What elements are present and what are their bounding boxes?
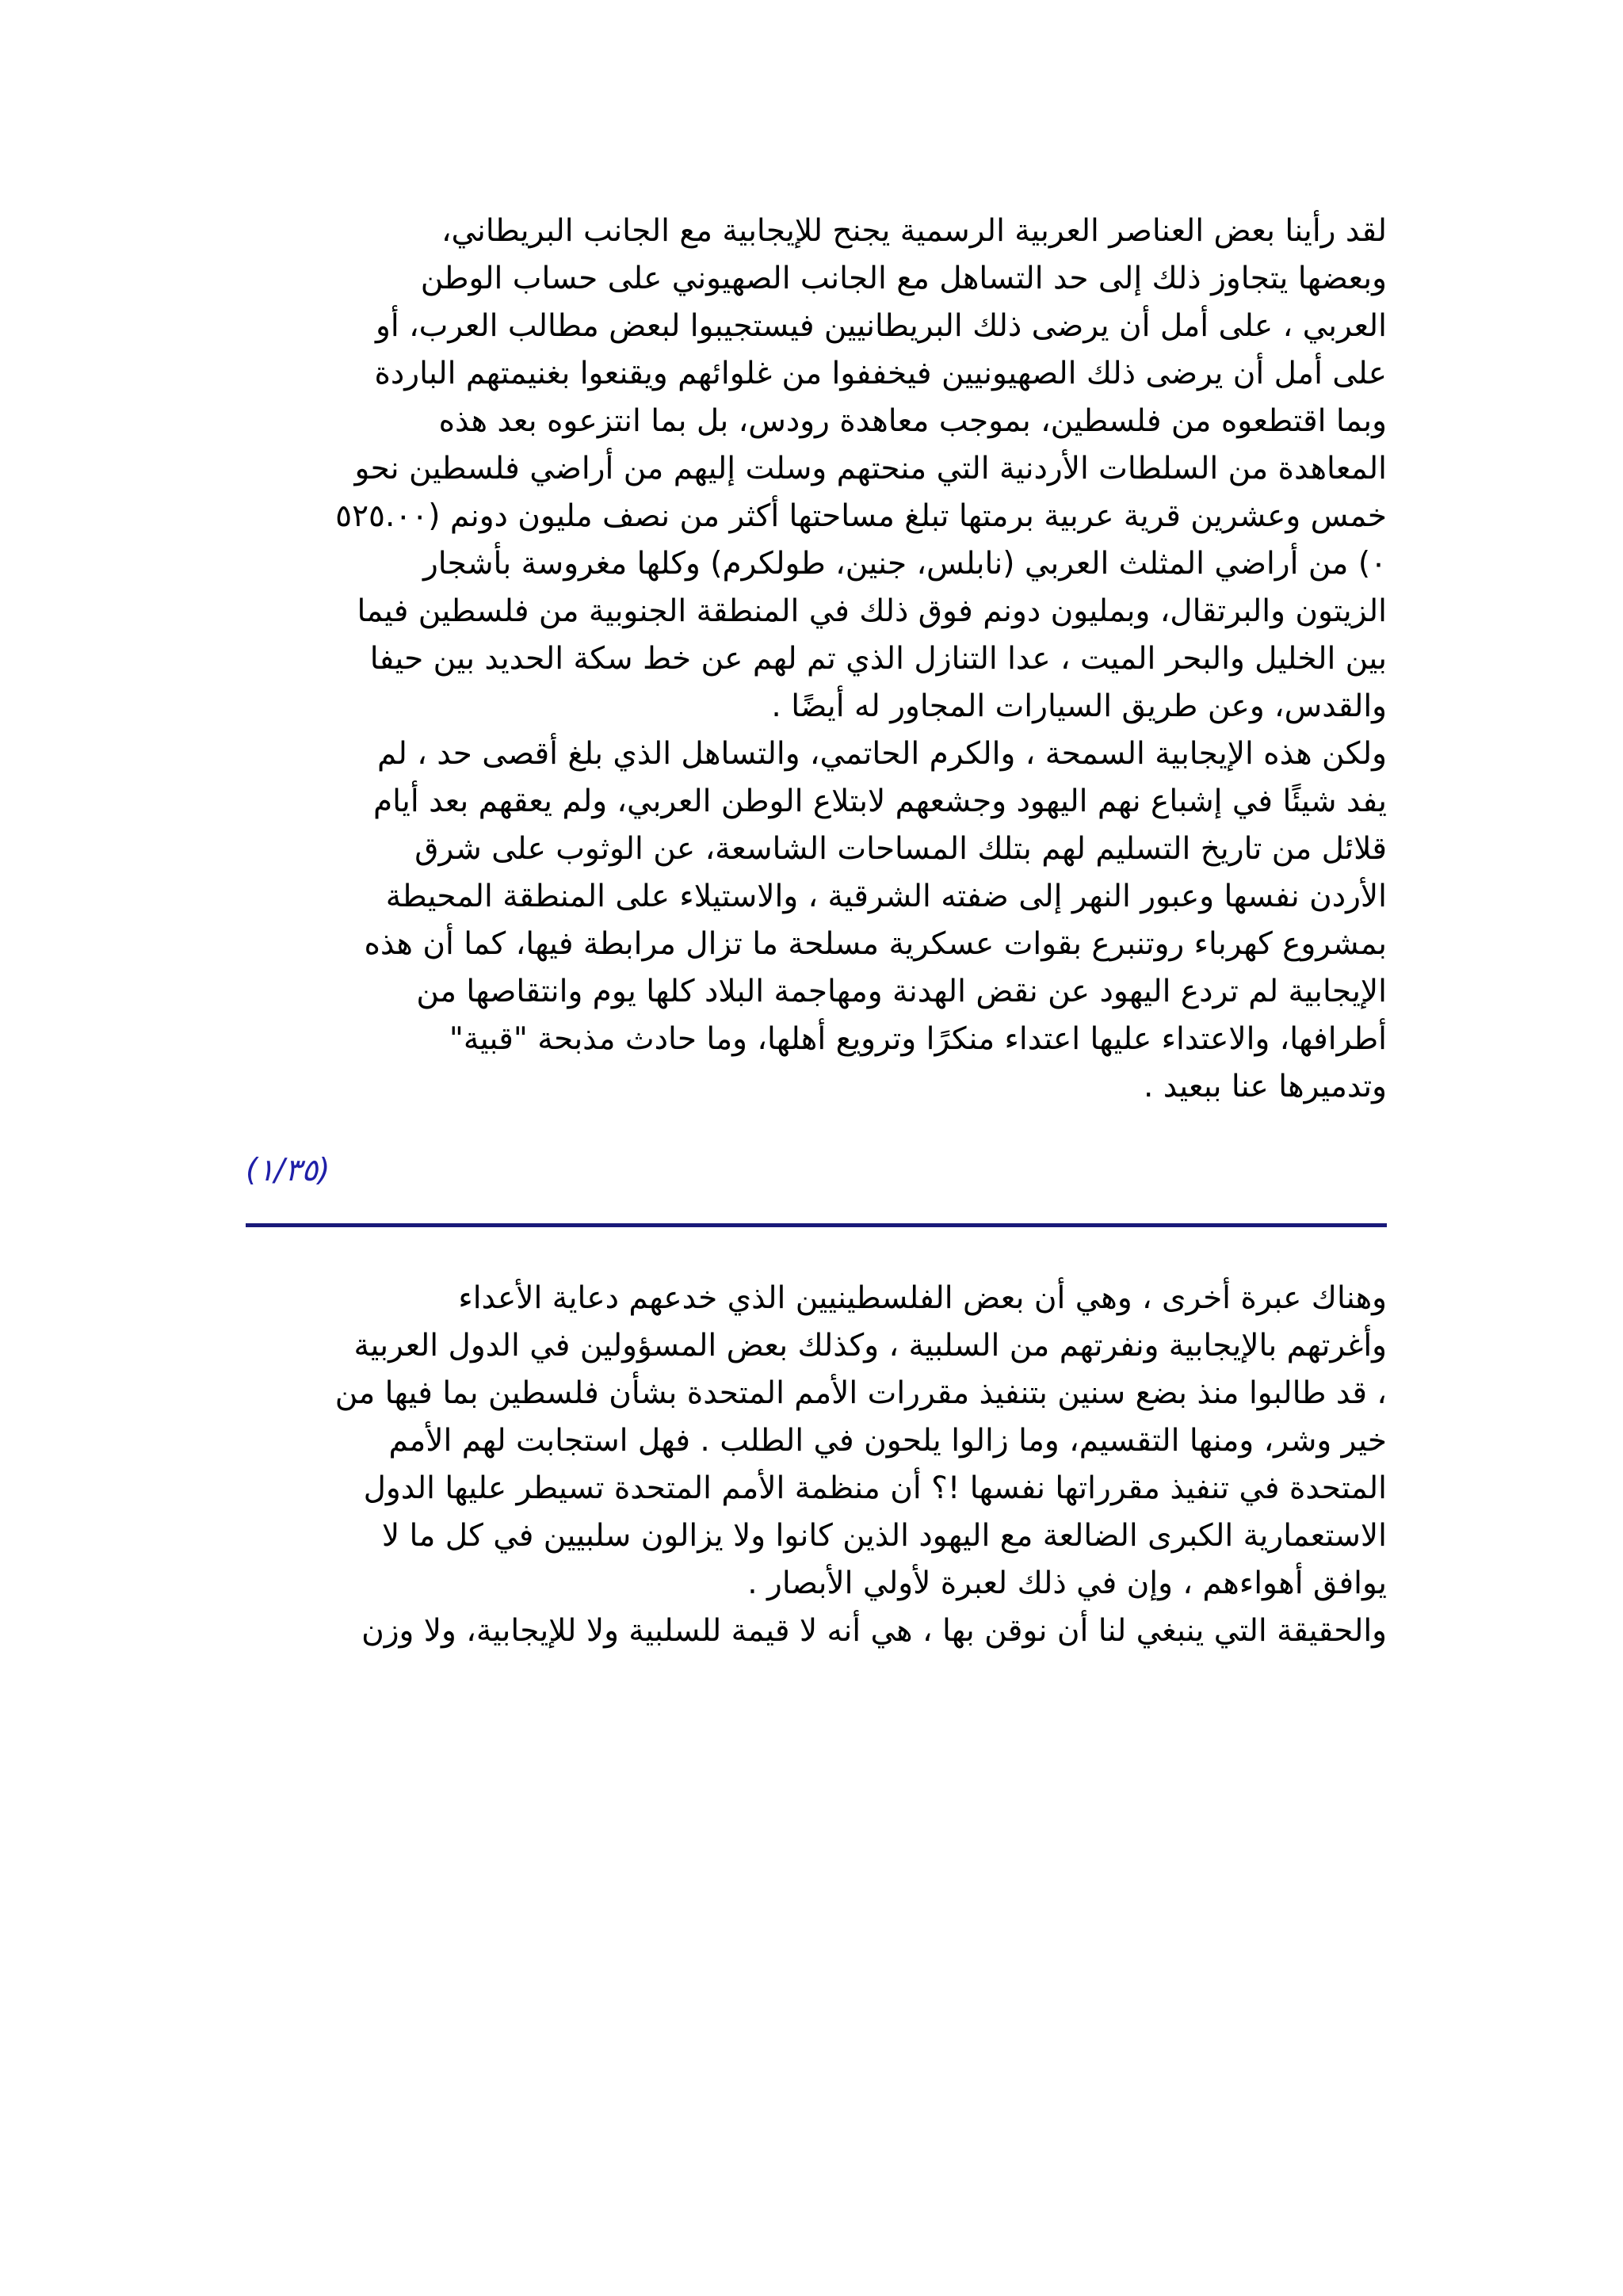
text-line: المتحدة في تنفيذ مقرراتها نفسها !؟ أن منظمة الأمم المتحدة تسيطر عليها الدول	[363, 1470, 1387, 1506]
text-line: ولكن هذه الإيجابية السمحة ، والكرم الحاتمي، والتساهل الذي بلغ أقصى حد ، لم	[377, 736, 1387, 772]
section-top	[246, 208, 1387, 1111]
text-line: وهناك عبرة أخرى ، وهي أن بعض الفلسطينيين الذي خدعهم دعاية الأعداء	[458, 1280, 1387, 1316]
text-line: يفد شيئًا في إشباع نهم اليهود وجشعهم لابتلاع الوطن العربي، ولم يعقهم بعد أيام	[372, 784, 1387, 819]
text-line: لقد رأينا بعض العناصر العربية الرسمية يجنح للإيجابية مع الجانب البريطاني،	[441, 213, 1387, 249]
text-line: أطرافها، والاعتداء عليها اعتداء منكرًا وترويع أهلها، وما حادث مذبحة "قبية"	[449, 1021, 1387, 1057]
section-bottom	[246, 1275, 1387, 1655]
text-line: والقدس، وعن طريق السيارات المجاور له أيضًا .	[771, 688, 1387, 724]
paragraph-2	[246, 730, 1387, 1111]
text-line: وتدميرها عنا ببعيد .	[1144, 1069, 1387, 1104]
text-line: وبعضها يتجاوز ذلك إلى حد التساهل مع الجانب الصهيوني على حساب الوطن	[420, 261, 1387, 296]
text-line: والحقيقة التي ينبغي لنا أن نوقن بها ، هي أنه لا قيمة للسلبية ولا للإيجابية، ولا وزن	[361, 1613, 1387, 1649]
paragraph-1	[246, 208, 1387, 730]
paragraph-4	[246, 1608, 1387, 1655]
text-line: خمس وعشرين قرية عربية برمتها تبلغ مساحتها أكثر من نصف مليون دونم (٥٢٥.٠٠	[335, 498, 1387, 534]
text-line: الزيتون والبرتقال، وبمليون دونم فوق ذلك في المنطقة الجنوبية من فلسطين فيما	[357, 593, 1387, 629]
text-line: يوافق أهواءهم ، وإن في ذلك لعبرة لأولي الأبصار .	[747, 1566, 1387, 1601]
text-line: الإيجابية لم تردع اليهود عن نقض الهدنة ومهاجمة البلاد كلها يوم وانتقاصها من	[416, 974, 1387, 1009]
page-divider	[246, 1223, 1387, 1227]
text-line: الأردن نفسها وعبور النهر إلى ضفته الشرقية ، والاستيلاء على المنطقة المحيطة	[385, 879, 1387, 914]
text-line: بمشروع كهرباء روتنبرع بقوات عسكرية مسلحة ما تزال مرابطة فيها، كما أن هذه	[364, 926, 1387, 962]
text-line: وأغرتهم بالإيجابية ونفرتهم من السلبية ، وكذلك بعض المسؤولين في الدول العربية	[353, 1328, 1387, 1363]
text-line: على أمل أن يرضى ذلك الصهيونيين فيخففوا من غلوائهم ويقنعوا بغنيمتهم الباردة	[374, 356, 1387, 391]
paragraph-3	[246, 1275, 1387, 1608]
document-body	[246, 208, 1387, 1655]
text-line: المعاهدة من السلطات الأردنية التي منحتهم وسلت إليهم من أراضي فلسطين نحو	[354, 451, 1387, 486]
text-line: خير وشر، ومنها التقسيم، وما زالوا يلحون في الطلب . فهل استجابت لهم الأمم	[388, 1423, 1387, 1459]
page-reference: (١/٣٥)	[246, 1153, 330, 1188]
text-line: بين الخليل والبحر الميت ، عدا التنازل الذي تم لهم عن خط سكة الحديد بين حيفا	[369, 641, 1387, 677]
text-line: ، قد طالبوا منذ بضع سنين بتنفيذ مقررات الأمم المتحدة بشأن فلسطين بما فيها من	[334, 1375, 1387, 1411]
text-line: قلائل من تاريخ التسليم لهم بتلك المساحات الشاسعة، عن الوثوب على شرق	[414, 831, 1387, 867]
text-line: العربي ، على أمل أن يرضى ذلك البريطانيين فيستجيبوا لبعض مطالب العرب، أو	[376, 308, 1387, 344]
text-line: الاستعمارية الكبرى الضالعة مع اليهود الذين كانوا ولا يزالون سلبيين في كل ما لا	[381, 1518, 1387, 1554]
text-line: وبما اقتطعوه من فلسطين، بموجب معاهدة رودس، بل بما انتزعوه بعد هذه	[438, 403, 1387, 439]
text-line: ٠) من أراضي المثلث العربي (نابلس، جنين، طولكرم) وكلها مغروسة بأشجار	[422, 546, 1387, 582]
